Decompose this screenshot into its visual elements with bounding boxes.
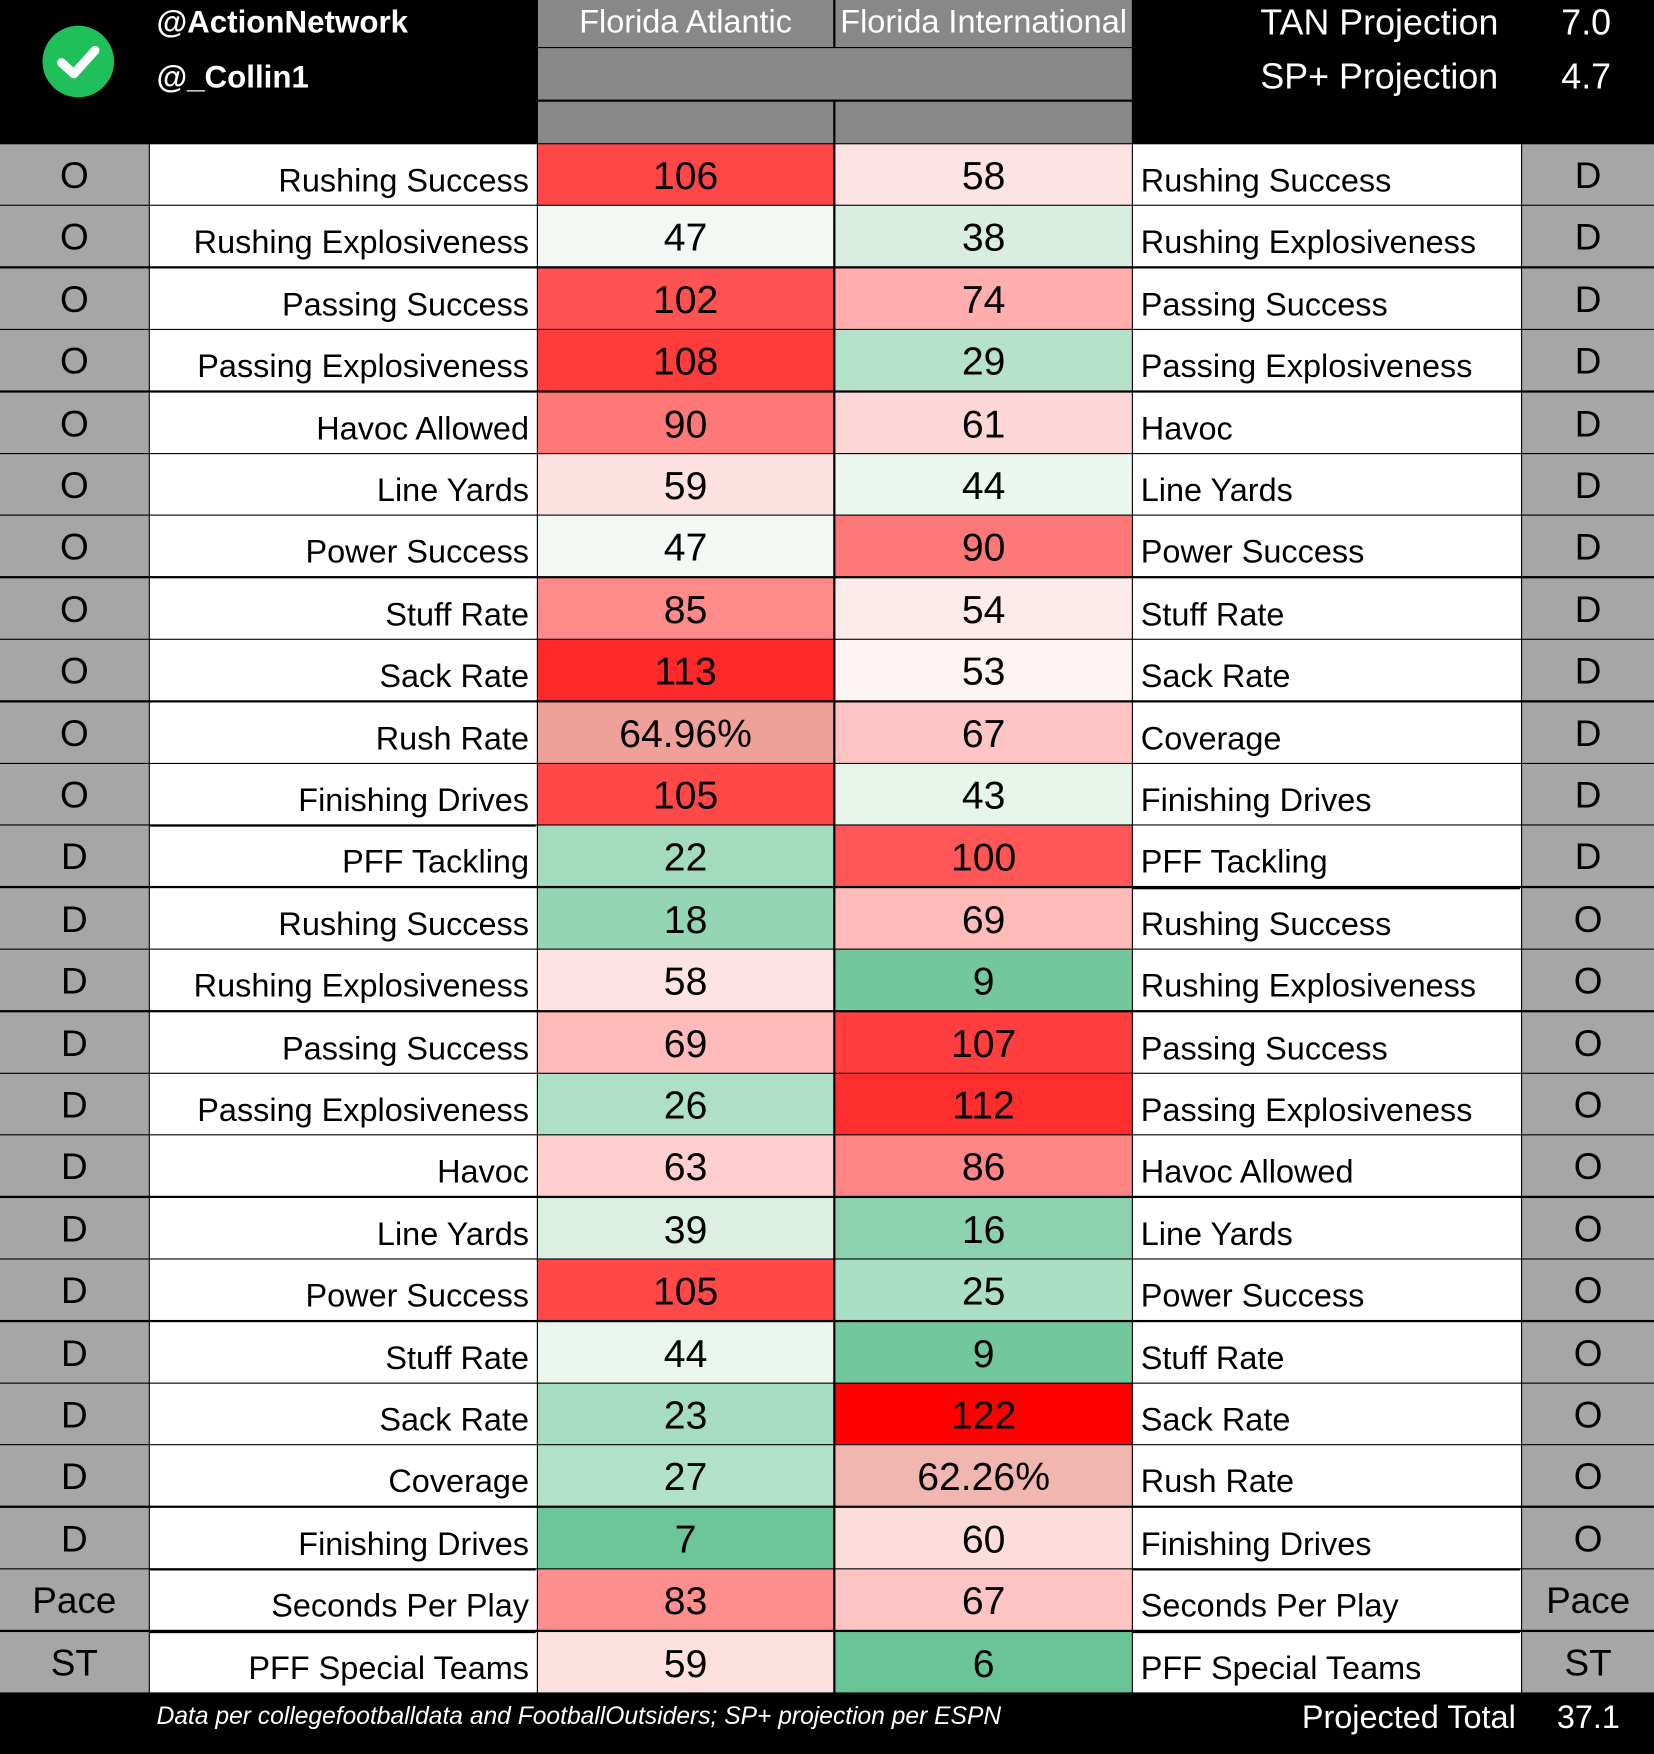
stat-label-left: Rushing Success [150, 888, 537, 948]
stat-label-left: Line Yards [150, 1198, 537, 1258]
table-row [0, 1445, 1654, 1505]
stat-label-right: Finishing Drives [1133, 764, 1521, 824]
stat-label-right: Sack Rate [1133, 1384, 1521, 1444]
team1-rank-cell: 83 [538, 1569, 833, 1629]
table-row [0, 1012, 1654, 1072]
section-divider [1133, 1568, 1520, 1570]
table-row [0, 206, 1654, 266]
table-row [0, 1569, 1654, 1629]
table-row [0, 578, 1654, 638]
section-divider [150, 1568, 536, 1570]
side-left-unit: D [0, 826, 149, 886]
stat-label-left: Sack Rate [150, 1384, 537, 1444]
side-left-unit: O [0, 640, 149, 700]
projected-total-value: 37.1 [1556, 1700, 1620, 1737]
side-left-unit: O [0, 764, 149, 824]
tan-projection-label: TAN Projection [1260, 2, 1499, 43]
side-right-unit: D [1522, 640, 1654, 700]
header-cell-team1 [538, 102, 833, 143]
side-left-unit: D [0, 1260, 149, 1320]
stat-label-right: Rush Rate [1133, 1445, 1521, 1505]
table-row [0, 640, 1654, 700]
team2-rank-cell: 86 [835, 1135, 1131, 1195]
team1-rank-cell: 105 [538, 764, 833, 824]
side-right-unit: D [1522, 764, 1654, 824]
stat-label-left: Finishing Drives [150, 1508, 537, 1568]
side-right-unit: O [1522, 888, 1654, 948]
team2-rank-cell: 67 [835, 702, 1131, 762]
team2-rank-cell: 90 [835, 516, 1131, 576]
side-right-unit: D [1522, 702, 1654, 762]
side-left-unit: O [0, 330, 149, 390]
stat-label-left: Line Yards [150, 454, 537, 514]
team1-rank-cell: 59 [538, 1632, 833, 1692]
table-row [0, 1632, 1654, 1692]
team1-rank-cell: 105 [538, 1260, 833, 1320]
side-left-unit: D [0, 1012, 149, 1072]
side-left-unit: D [0, 1384, 149, 1444]
team2-rank-cell: 67 [835, 1569, 1131, 1629]
stat-label-right: Passing Success [1133, 1012, 1521, 1072]
team1-rank-cell: 27 [538, 1445, 833, 1505]
team2-rank-cell: 9 [835, 1322, 1131, 1382]
team1-rank-cell: 63 [538, 1135, 833, 1195]
side-right-unit: D [1522, 826, 1654, 886]
stat-label-left: Rushing Explosiveness [150, 950, 537, 1010]
team2-rank-cell: 54 [835, 578, 1131, 638]
checkmark-logo [42, 26, 114, 98]
projected-total-label: Projected Total [1301, 1700, 1516, 1737]
team1-rank-cell: 39 [538, 1198, 833, 1258]
table-row [0, 702, 1654, 762]
team1-rank-cell: 47 [538, 516, 833, 576]
table-row [0, 454, 1654, 514]
team2-rank-cell: 6 [835, 1632, 1131, 1692]
footer [0, 1692, 1654, 1754]
section-divider [1133, 1631, 1520, 1633]
table-row [0, 330, 1654, 390]
stat-label-left: Seconds Per Play [150, 1569, 537, 1629]
side-right-unit: O [1522, 1135, 1654, 1195]
table-row [0, 1135, 1654, 1195]
section-divider [150, 1631, 536, 1633]
side-right-unit: D [1522, 516, 1654, 576]
team2-rank-cell: 107 [835, 1012, 1131, 1072]
tan-projection-value: 7.0 [1561, 2, 1612, 43]
team2-rank-cell: 100 [835, 826, 1131, 886]
stat-label-left: Rushing Success [150, 144, 537, 204]
team1-rank-cell: 102 [538, 268, 833, 328]
stat-label-left: Power Success [150, 1260, 537, 1320]
team1-rank-cell: 58 [538, 950, 833, 1010]
team2-rank-cell: 69 [835, 888, 1131, 948]
team2-rank-cell: 62.26% [835, 1445, 1131, 1505]
team2-rank-cell: 58 [835, 144, 1131, 204]
stat-label-left: Rushing Explosiveness [150, 206, 537, 266]
team1-rank-cell: 47 [538, 206, 833, 266]
team2-rank-cell: 25 [835, 1260, 1131, 1320]
team2-rank-cell: 53 [835, 640, 1131, 700]
header [0, 0, 1654, 143]
table-row [0, 1198, 1654, 1258]
team1-rank-cell: 106 [538, 144, 833, 204]
side-right-unit: D [1522, 330, 1654, 390]
side-right-unit: D [1522, 454, 1654, 514]
stat-label-left: Coverage [150, 1445, 537, 1505]
table-row [0, 1074, 1654, 1134]
stat-label-right: Seconds Per Play [1133, 1569, 1521, 1629]
team1-rank-cell: 85 [538, 578, 833, 638]
stat-label-right: Power Success [1133, 516, 1521, 576]
stat-label-left: Passing Explosiveness [150, 1074, 537, 1134]
stat-label-left: Passing Explosiveness [150, 330, 537, 390]
side-left-unit: D [0, 950, 149, 1010]
stat-label-right: Passing Explosiveness [1133, 1074, 1521, 1134]
team2-rank-cell: 61 [835, 393, 1131, 453]
side-left-unit: D [0, 1445, 149, 1505]
side-left-unit: D [0, 1322, 149, 1382]
side-left-unit: O [0, 144, 149, 204]
table-row [0, 1508, 1654, 1568]
stat-label-left: Rush Rate [150, 702, 537, 762]
stat-label-right: Stuff Rate [1133, 1322, 1521, 1382]
team2-rank-cell: 44 [835, 454, 1131, 514]
table-row [0, 144, 1654, 204]
team1-rank-cell: 69 [538, 1012, 833, 1072]
side-left-unit: O [0, 702, 149, 762]
handle-action-network: @ActionNetwork [156, 4, 409, 40]
side-right-unit: O [1522, 1260, 1654, 1320]
team2-name: Florida International [835, 0, 1131, 47]
stat-label-right: Line Yards [1133, 1198, 1521, 1258]
team2-rank-cell: 38 [835, 206, 1131, 266]
side-right-unit: O [1522, 950, 1654, 1010]
team1-rank-cell: 64.96% [538, 702, 833, 762]
table-row [0, 393, 1654, 453]
team1-rank-cell: 18 [538, 888, 833, 948]
side-left-unit: O [0, 516, 149, 576]
sp-projection-value: 4.7 [1561, 55, 1612, 97]
table-row [0, 1384, 1654, 1444]
side-right-unit: O [1522, 1074, 1654, 1134]
side-right-unit: Pace [1522, 1569, 1654, 1629]
side-left-unit: D [0, 888, 149, 948]
stat-label-right: Rushing Success [1133, 144, 1521, 204]
side-left-unit: O [0, 454, 149, 514]
stat-label-right: Rushing Explosiveness [1133, 206, 1521, 266]
header-cell-team2 [835, 102, 1131, 143]
side-left-unit: O [0, 268, 149, 328]
side-right-unit: D [1522, 393, 1654, 453]
header-band [538, 48, 1132, 99]
stat-label-right: PFF Tackling [1133, 826, 1521, 886]
side-right-unit: ST [1522, 1632, 1654, 1692]
stat-label-right: Sack Rate [1133, 640, 1521, 700]
table-row [0, 888, 1654, 948]
team1-rank-cell: 22 [538, 826, 833, 886]
team2-rank-cell: 9 [835, 950, 1131, 1010]
team1-rank-cell: 113 [538, 640, 833, 700]
team2-rank-cell: 29 [835, 330, 1131, 390]
side-right-unit: O [1522, 1012, 1654, 1072]
stat-label-right: Power Success [1133, 1260, 1521, 1320]
stat-label-left: Stuff Rate [150, 1322, 537, 1382]
side-right-unit: O [1522, 1322, 1654, 1382]
side-right-unit: O [1522, 1198, 1654, 1258]
stat-label-right: Passing Success [1133, 268, 1521, 328]
team2-rank-cell: 112 [835, 1074, 1131, 1134]
section-divider [1133, 887, 1520, 889]
side-right-unit: D [1522, 578, 1654, 638]
side-left-unit: O [0, 578, 149, 638]
stat-label-right: Passing Explosiveness [1133, 330, 1521, 390]
stat-label-right: PFF Special Teams [1133, 1632, 1521, 1692]
stat-label-left: Havoc Allowed [150, 393, 537, 453]
team1-rank-cell: 26 [538, 1074, 833, 1134]
side-right-unit: O [1522, 1508, 1654, 1568]
side-right-unit: D [1522, 268, 1654, 328]
stat-label-left: PFF Tackling [150, 826, 537, 886]
side-left-unit: D [0, 1074, 149, 1134]
table-row [0, 1322, 1654, 1382]
table-row [0, 764, 1654, 824]
side-right-unit: O [1522, 1445, 1654, 1505]
stat-label-right: Rushing Success [1133, 888, 1521, 948]
section-divider [150, 824, 536, 826]
side-left-unit: Pace [0, 1569, 149, 1629]
stat-label-left: Havoc [150, 1135, 537, 1195]
stat-label-right: Rushing Explosiveness [1133, 950, 1521, 1010]
stat-label-left: Stuff Rate [150, 578, 537, 638]
side-left-unit: D [0, 1508, 149, 1568]
stat-label-right: Coverage [1133, 702, 1521, 762]
handle-collin: @_Collin1 [156, 59, 309, 94]
sp-projection-label: SP+ Projection [1260, 55, 1499, 97]
team1-rank-cell: 90 [538, 393, 833, 453]
stat-label-right: Havoc Allowed [1133, 1135, 1521, 1195]
stat-label-left: Passing Success [150, 268, 537, 328]
stat-label-right: Line Yards [1133, 454, 1521, 514]
stat-label-right: Havoc [1133, 393, 1521, 453]
table-row [0, 516, 1654, 576]
stat-label-right: Stuff Rate [1133, 578, 1521, 638]
side-left-unit: D [0, 1135, 149, 1195]
side-right-unit: O [1522, 1384, 1654, 1444]
table-row [0, 1260, 1654, 1320]
team2-rank-cell: 74 [835, 268, 1131, 328]
stat-label-left: Sack Rate [150, 640, 537, 700]
stat-label-right: Finishing Drives [1133, 1508, 1521, 1568]
team2-rank-cell: 43 [835, 764, 1131, 824]
stat-label-left: Power Success [150, 516, 537, 576]
table-row [0, 268, 1654, 328]
team1-rank-cell: 108 [538, 330, 833, 390]
stat-label-left: Passing Success [150, 1012, 537, 1072]
team1-rank-cell: 44 [538, 1322, 833, 1382]
table-row [0, 826, 1654, 886]
side-left-unit: D [0, 1198, 149, 1258]
team1-rank-cell: 7 [538, 1508, 833, 1568]
side-left-unit: O [0, 393, 149, 453]
team2-rank-cell: 16 [835, 1198, 1131, 1258]
stat-label-left: Finishing Drives [150, 764, 537, 824]
team1-rank-cell: 23 [538, 1384, 833, 1444]
data-source-note: Data per collegefootballdata and FootballOutsiders; SP+ projection per ESPN [156, 1701, 1002, 1730]
stat-label-left: PFF Special Teams [150, 1632, 537, 1692]
side-right-unit: D [1522, 206, 1654, 266]
team1-rank-cell: 59 [538, 454, 833, 514]
table-row [0, 950, 1654, 1010]
check-icon [42, 26, 114, 98]
side-right-unit: D [1522, 144, 1654, 204]
team2-rank-cell: 122 [835, 1384, 1131, 1444]
side-left-unit: ST [0, 1632, 149, 1692]
team1-name: Florida Atlantic [538, 0, 833, 47]
team2-rank-cell: 60 [835, 1508, 1131, 1568]
side-left-unit: O [0, 206, 149, 266]
